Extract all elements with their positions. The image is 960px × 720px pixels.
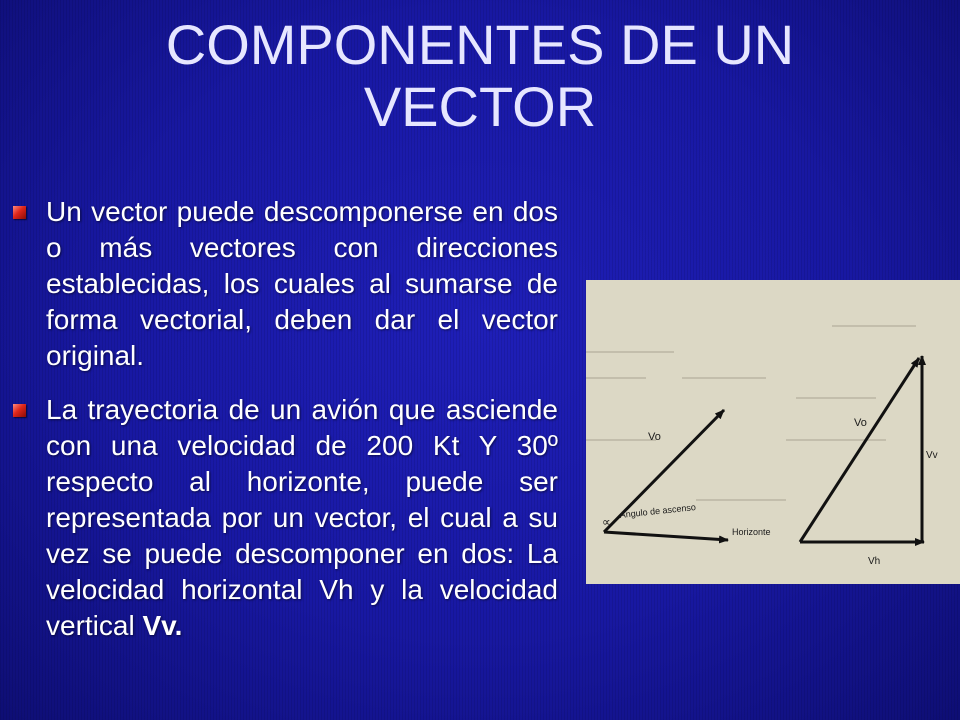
bullet-text-1: Un vector puede descomponerse en dos o más vectores con direcciones establecidas, los cuales al sumarse de forma vectorial, deben dar el vector original.	[46, 196, 558, 371]
horizon-label: Horizonte	[732, 527, 771, 537]
background-scan-lines	[586, 326, 916, 500]
square-bullet-icon	[13, 206, 26, 219]
slide-title	[0, 14, 960, 138]
bullet-item-1	[12, 194, 558, 374]
bullet-list	[12, 194, 558, 662]
right-vector-label: Vo	[854, 417, 867, 429]
square-bullet-icon	[13, 404, 26, 417]
bullet-text-2-bold-end: Vv.	[142, 610, 183, 641]
left-horizon-line	[604, 532, 728, 540]
angle-label: Angulo de ascenso	[619, 502, 697, 520]
left-vector-label: Vo	[648, 431, 661, 443]
right-horizontal-label: Vh	[868, 556, 881, 567]
bullet-text-2	[46, 392, 558, 644]
bullet-text-2-body: La trayectoria de un avión que asciende con una velocidad de 200 Kt Y 30º respecto al horizonte, puede ser representada por un vector, el cual a su vez se puede descomponer en dos: La velocidad horizontal Vh y la velocidad vertical	[46, 394, 558, 641]
title-line-1: COMPONENTES DE UN	[165, 13, 795, 76]
vector-diagram	[586, 280, 960, 584]
right-vector-vo	[800, 358, 919, 542]
vector-components-figure	[586, 280, 960, 584]
title-line-2: VECTOR	[363, 75, 597, 138]
right-vertical-label: Vv	[926, 450, 938, 461]
bullet-item-2	[12, 392, 558, 644]
angle-symbol: ∝	[602, 515, 611, 529]
